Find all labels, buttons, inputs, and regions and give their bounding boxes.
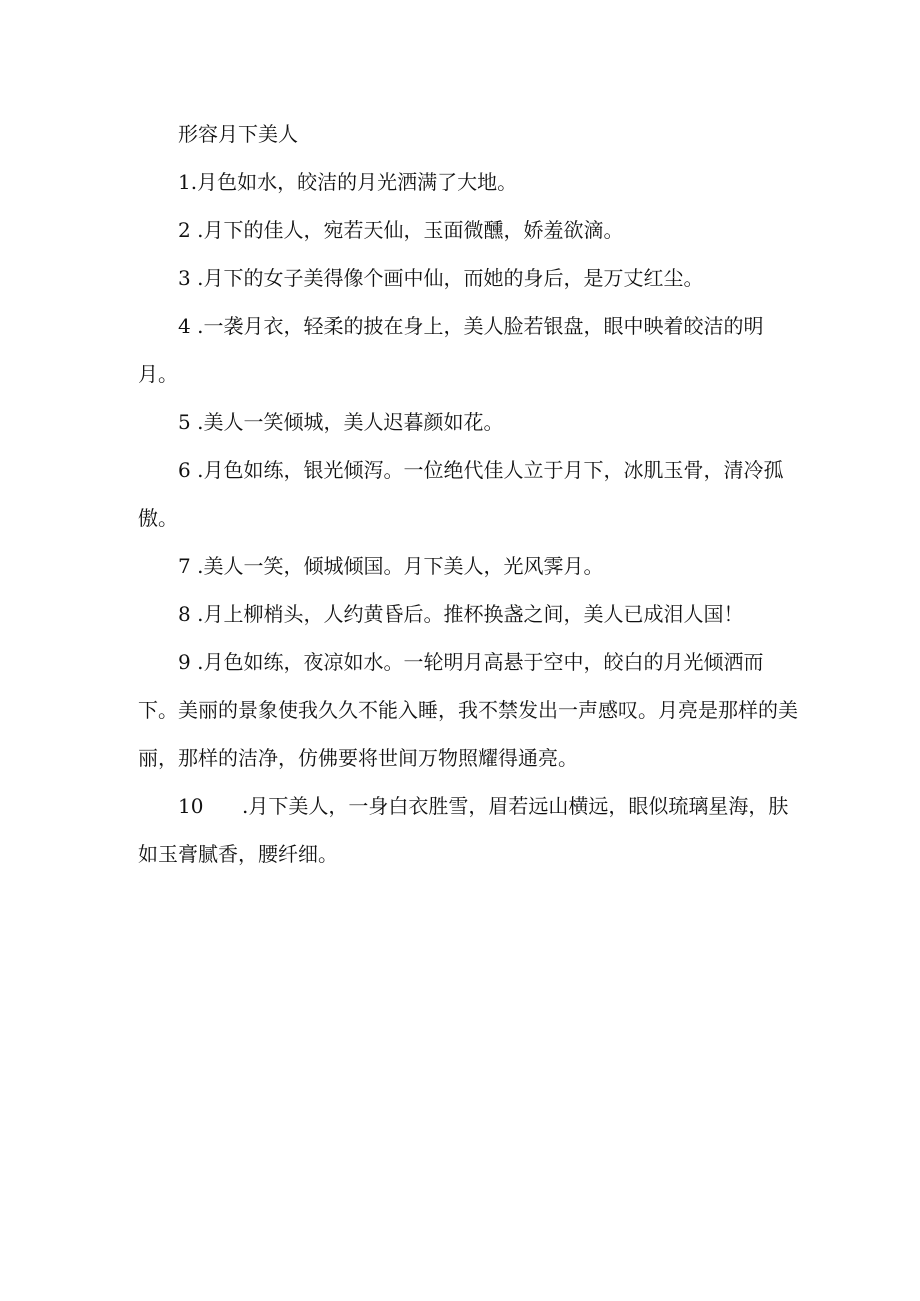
item-number: 5 . [178, 410, 204, 434]
list-item [138, 302, 798, 398]
item-number: 1. [178, 170, 198, 194]
item-number: 2 . [178, 218, 204, 242]
item-number: 3 . [178, 266, 204, 290]
item-text: 美人一笑，倾城倾国。月下美人，光风霁月。 [203, 554, 604, 578]
list-item [138, 206, 798, 254]
item-text: 月上柳梢头，人约黄昏后。推杯换盏之间，美人已成泪人国！ [203, 602, 744, 626]
item-text: 月下的女子美得像个画中仙，而她的身后，是万丈红尘。 [203, 266, 704, 290]
list-item [138, 446, 798, 542]
document-title: 形容月下美人 [178, 122, 298, 146]
list-item [138, 782, 798, 878]
item-number: 9 . [178, 650, 204, 674]
item-text: 月色如水，皎洁的月光洒满了大地。 [197, 170, 518, 194]
item-text: 月色如练，银光倾泻。一位绝代佳人立于月下，冰肌玉骨，清冷孤傲。 [138, 458, 784, 530]
list-item [138, 542, 798, 590]
document-body [138, 110, 798, 878]
item-text: .月下美人，一身白衣胜雪，眉若远山横远，眼似琉璃星海，肤如玉膏腻香，腰纤细。 [138, 794, 789, 866]
list-item [138, 398, 798, 446]
item-number: 7 . [178, 554, 204, 578]
list-item [138, 158, 798, 206]
list-item [138, 254, 798, 302]
item-number: 8 . [178, 602, 204, 626]
list-item [138, 638, 798, 782]
list-item [138, 590, 798, 638]
item-text: 一袭月衣，轻柔的披在身上，美人脸若银盘，眼中映着皎洁的明月。 [138, 314, 764, 386]
item-text: 月下的佳人，宛若天仙，玉面微醺，娇羞欲滴。 [203, 218, 624, 242]
item-number: 10 [178, 794, 204, 818]
item-number: 6 . [178, 458, 204, 482]
item-text: 美人一笑倾城，美人迟暮颜如花。 [203, 410, 504, 434]
item-number: 4 . [178, 314, 204, 338]
item-text: 月色如练，夜凉如水。一轮明月高悬于空中，皎白的月光倾洒而下。美丽的景象使我久久不能入睡，我不禁发出一声感叹。月亮是那样的美丽，那样的洁净，仿佛要将世间万物照耀得通亮。 [138, 650, 798, 770]
